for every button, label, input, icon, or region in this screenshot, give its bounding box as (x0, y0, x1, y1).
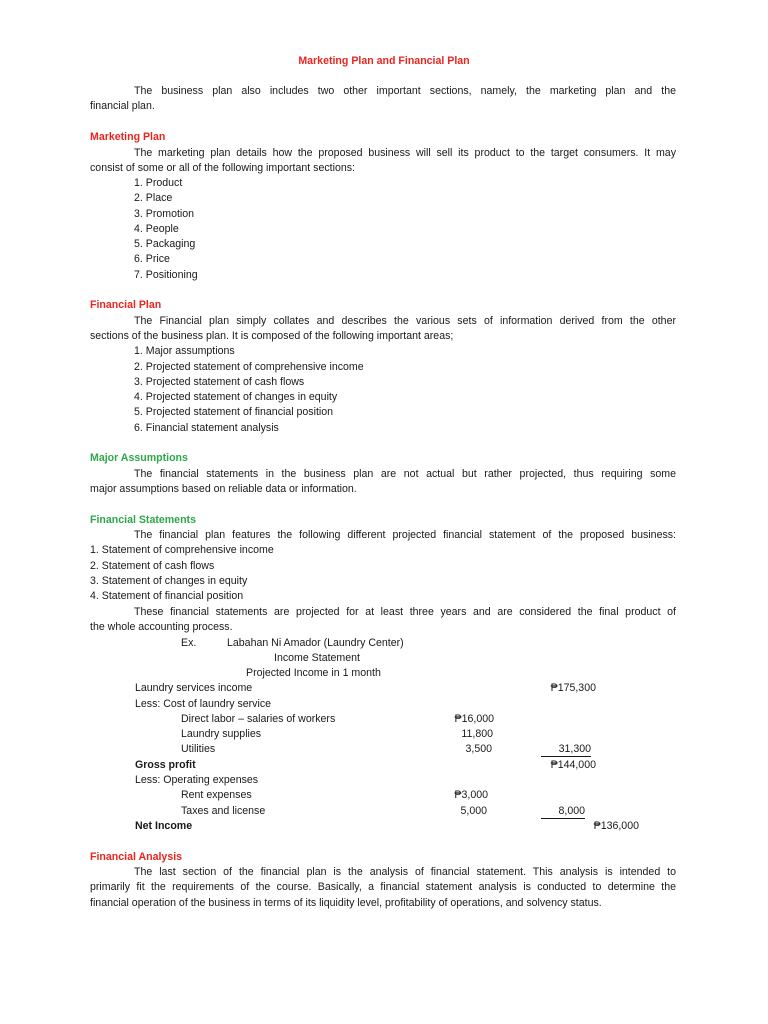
rent-label: Rent expenses (181, 789, 252, 801)
net-income-label: Net Income (135, 820, 193, 832)
gross-profit-label: Gross profit (135, 759, 196, 771)
intro-line-2: financial plan. (90, 100, 155, 112)
utilities-value: 3,500 (465, 743, 492, 755)
analysis-line-1: The last section of the financial plan is the analysis of financial statement. This analysis is intended to (134, 866, 676, 878)
marketing-item: 6. Price (134, 253, 170, 265)
statements-line-2: These financial statements are projected for at least three years and are considered the final product of (134, 606, 676, 618)
marketing-item: 7. Positioning (134, 269, 198, 281)
rent-value: ₱3,000 (454, 789, 488, 801)
cost-label: Less: Cost of laundry service (135, 698, 272, 710)
analysis-line-2: primarily fit the requirements of the course. Basically, a financial statement analysis is conducted to determine the (90, 881, 676, 893)
major-assumptions-heading: Major Assumptions (90, 452, 188, 464)
example-label: Ex. (181, 637, 197, 649)
labor-label: Direct labor – salaries of workers (181, 713, 336, 725)
financial-plan-item: 1. Major assumptions (134, 345, 235, 357)
intro-line-1: The business plan also includes two other important sections, namely, the marketing plan and the (134, 85, 676, 97)
marketing-item: 5. Packaging (134, 238, 196, 250)
marketing-plan-heading: Marketing Plan (90, 131, 166, 143)
taxes-value: 5,000 (460, 805, 487, 817)
page-title: Marketing Plan and Financial Plan (298, 55, 470, 67)
supplies-label: Laundry supplies (181, 728, 262, 740)
statements-line-3: the whole accounting process. (90, 621, 233, 633)
example-company: Labahan Ni Amador (Laundry Center) (227, 637, 404, 649)
statements-item: 1. Statement of comprehensive income (90, 544, 274, 556)
marketing-line-2: consist of some or all of the following important sections: (90, 162, 355, 174)
statements-line-1: The financial plan features the following different projected financial statement of the proposed business: (134, 529, 676, 541)
income-statement-title: Income Statement (274, 652, 360, 664)
statements-item: 2. Statement of cash flows (90, 560, 215, 572)
marketing-item: 2. Place (134, 192, 173, 204)
net-income-value: ₱136,000 (593, 820, 639, 832)
statements-item: 4. Statement of financial position (90, 590, 244, 602)
financial-plan-item: 3. Projected statement of cash flows (134, 376, 305, 388)
financial-analysis-heading: Financial Analysis (90, 851, 183, 863)
financial-plan-heading: Financial Plan (90, 299, 162, 311)
financial-plan-item: 4. Projected statement of changes in equity (134, 391, 338, 403)
utilities-label: Utilities (181, 743, 216, 755)
financial-plan-item: 2. Projected statement of comprehensive income (134, 361, 364, 373)
income-label: Laundry services income (135, 682, 253, 694)
marketing-item: 3. Promotion (134, 208, 195, 220)
financial-statements-heading: Financial Statements (90, 514, 196, 526)
marketing-item: 1. Product (134, 177, 183, 189)
financial-plan-line-1: The Financial plan simply collates and describes the various sets of information derived from the other (134, 315, 676, 327)
cost-total: 31,300 (541, 742, 591, 757)
assumptions-line-2: major assumptions based on reliable data or information. (90, 483, 357, 495)
supplies-value: 11,800 (461, 728, 493, 740)
gross-profit-value: ₱144,000 (550, 759, 596, 771)
marketing-line-1: The marketing plan details how the proposed business will sell its product to the target consumers. It may (134, 147, 676, 159)
opex-total: 8,000 (541, 804, 585, 819)
statements-item: 3. Statement of changes in equity (90, 575, 248, 587)
income-value: ₱175,300 (550, 682, 596, 694)
income-statement-period: Projected Income in 1 month (246, 667, 381, 679)
opex-label: Less: Operating expenses (135, 774, 259, 786)
financial-plan-line-2: sections of the business plan. It is composed of the following important areas; (90, 330, 454, 342)
marketing-item: 4. People (134, 223, 179, 235)
analysis-line-3: financial operation of the business in terms of its liquidity level, profitability of operations, and solvency status. (90, 897, 602, 909)
financial-plan-item: 6. Financial statement analysis (134, 422, 279, 434)
financial-plan-item: 5. Projected statement of financial position (134, 406, 334, 418)
taxes-label: Taxes and license (181, 805, 266, 817)
assumptions-line-1: The financial statements in the business plan are not actual but rather projected, thus requiring some (134, 468, 676, 480)
labor-value: ₱16,000 (454, 713, 494, 725)
